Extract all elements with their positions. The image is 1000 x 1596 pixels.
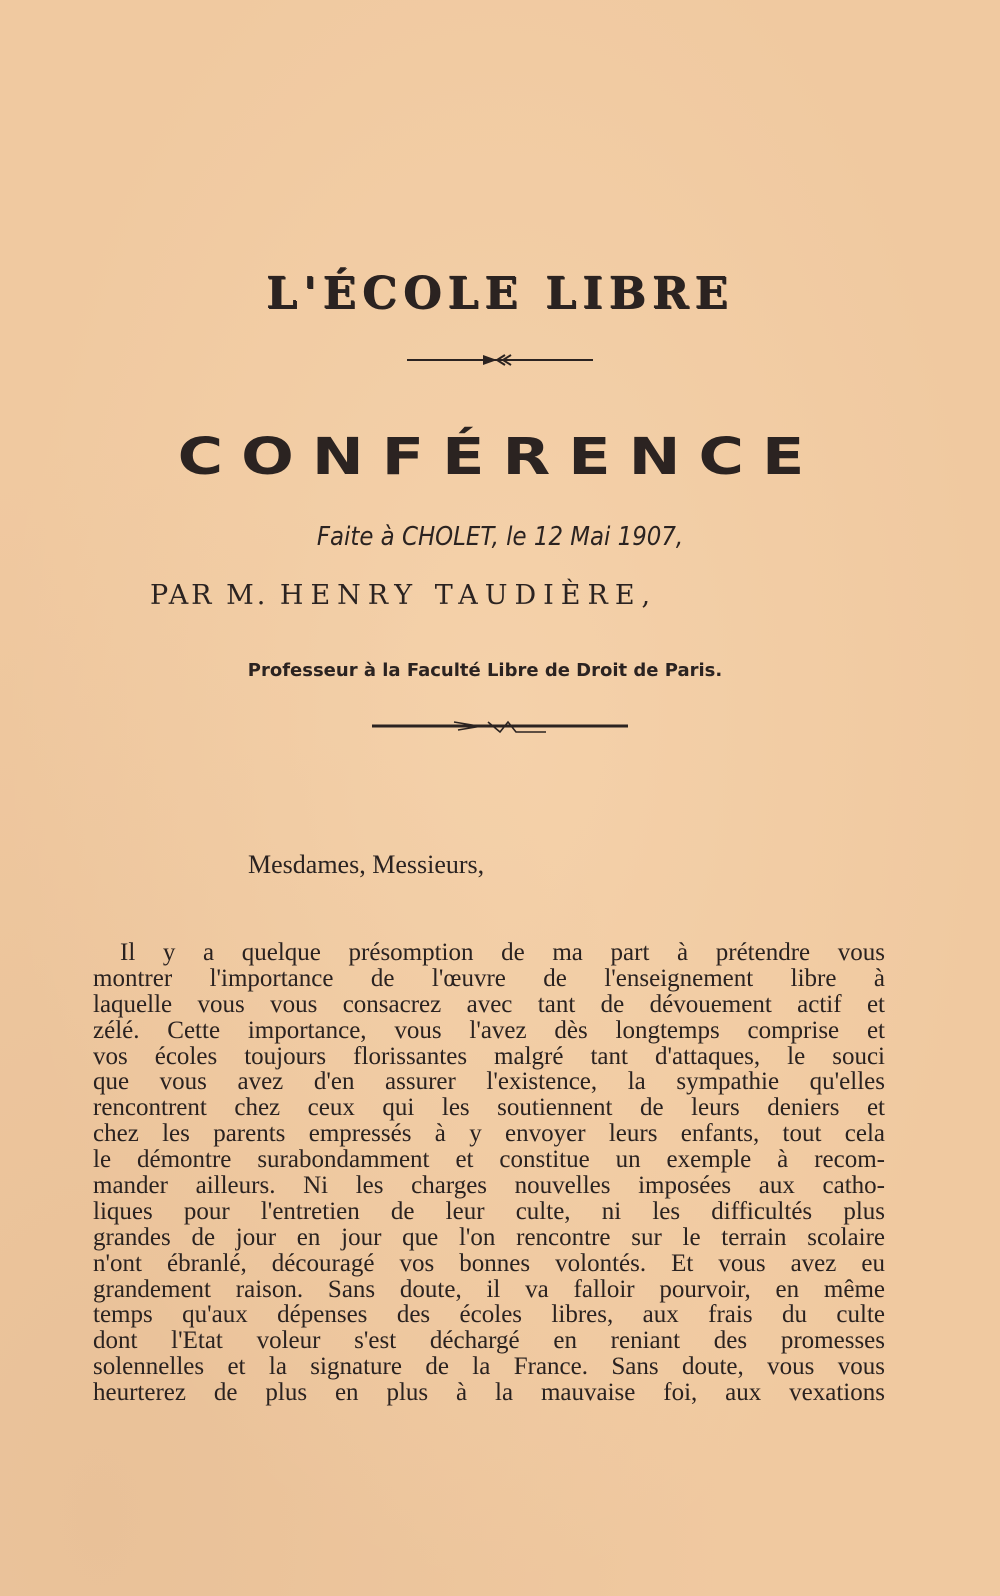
paragraph-line: heurterez de plus en plus à la mauvaise foi, aux vexations <box>93 1379 885 1407</box>
paragraph-line: le démontre surabondamment et constitue un exemple à recom- <box>93 1146 885 1174</box>
paragraph-line: liques pour l'entretien de leur culte, ni les difficultés plus <box>93 1197 885 1225</box>
body-paragraph <box>93 940 885 1406</box>
divider-ornament-top <box>0 352 1000 373</box>
paragraph-line: vos écoles toujours florissantes malgré tant d'attaques, le souci <box>93 1042 885 1070</box>
paragraph-line: que vous avez d'en assurer l'existence, la sympathie qu'elles <box>93 1068 885 1096</box>
paragraph-line: rencontrent chez ceux qui les soutiennent de leurs deniers et <box>93 1094 885 1122</box>
paragraph-line: solennelles et la signature de la France. Sans doute, vous vous <box>93 1353 885 1381</box>
author-title: Professeur à la Faculté Libre de Droit de Paris. <box>247 660 723 681</box>
author-line <box>150 580 850 611</box>
greeting: Mesdames, Messieurs, <box>248 850 485 879</box>
series-title: L'ÉCOLE LIBRE <box>266 268 734 319</box>
divider-ornament-bottom <box>0 720 1000 739</box>
paragraph-line: zélé. Cette importance, vous l'avez dès longtemps comprise et <box>93 1016 885 1044</box>
arrow-ornament-icon <box>405 352 595 368</box>
paragraph-line: montrer l'importance de l'œuvre de l'enseignement libre à <box>93 964 885 992</box>
paragraph-line: grandement raison. Sans doute, il va falloir pourvoir, en même <box>93 1275 885 1303</box>
document-subheading: Faite à CHOLET, le 12 Mai 1907, <box>316 522 684 552</box>
paragraph-line: mander ailleurs. Ni les charges nouvelles imposées aux catho- <box>93 1172 885 1200</box>
flourish-ornament-icon <box>370 720 630 734</box>
paragraph-line: laquelle vous vous consacrez avec tant de dévouement actif et <box>93 990 885 1018</box>
paragraph-line: temps qu'aux dépenses des écoles libres, aux frais du culte <box>93 1301 885 1329</box>
paragraph-line: dont l'Etat voleur s'est déchargé en reniant des promesses <box>93 1327 885 1355</box>
author-name: HENRY TAUDIÈRE, <box>279 580 658 611</box>
author-prefix: PAR M. <box>150 580 269 611</box>
paragraph-line: grandes de jour en jour que l'on rencontre sur le terrain scolaire <box>93 1223 885 1251</box>
paragraph-line: n'ont ébranlé, découragé vos bonnes volontés. Et vous avez eu <box>93 1249 885 1277</box>
document-heading: CONFÉRENCE <box>177 426 823 487</box>
paragraph-line: Il y a quelque présomption de ma part à prétendre vous <box>120 939 885 966</box>
paragraph-line: chez les parents empressés à y envoyer leurs enfants, tout cela <box>93 1120 885 1148</box>
